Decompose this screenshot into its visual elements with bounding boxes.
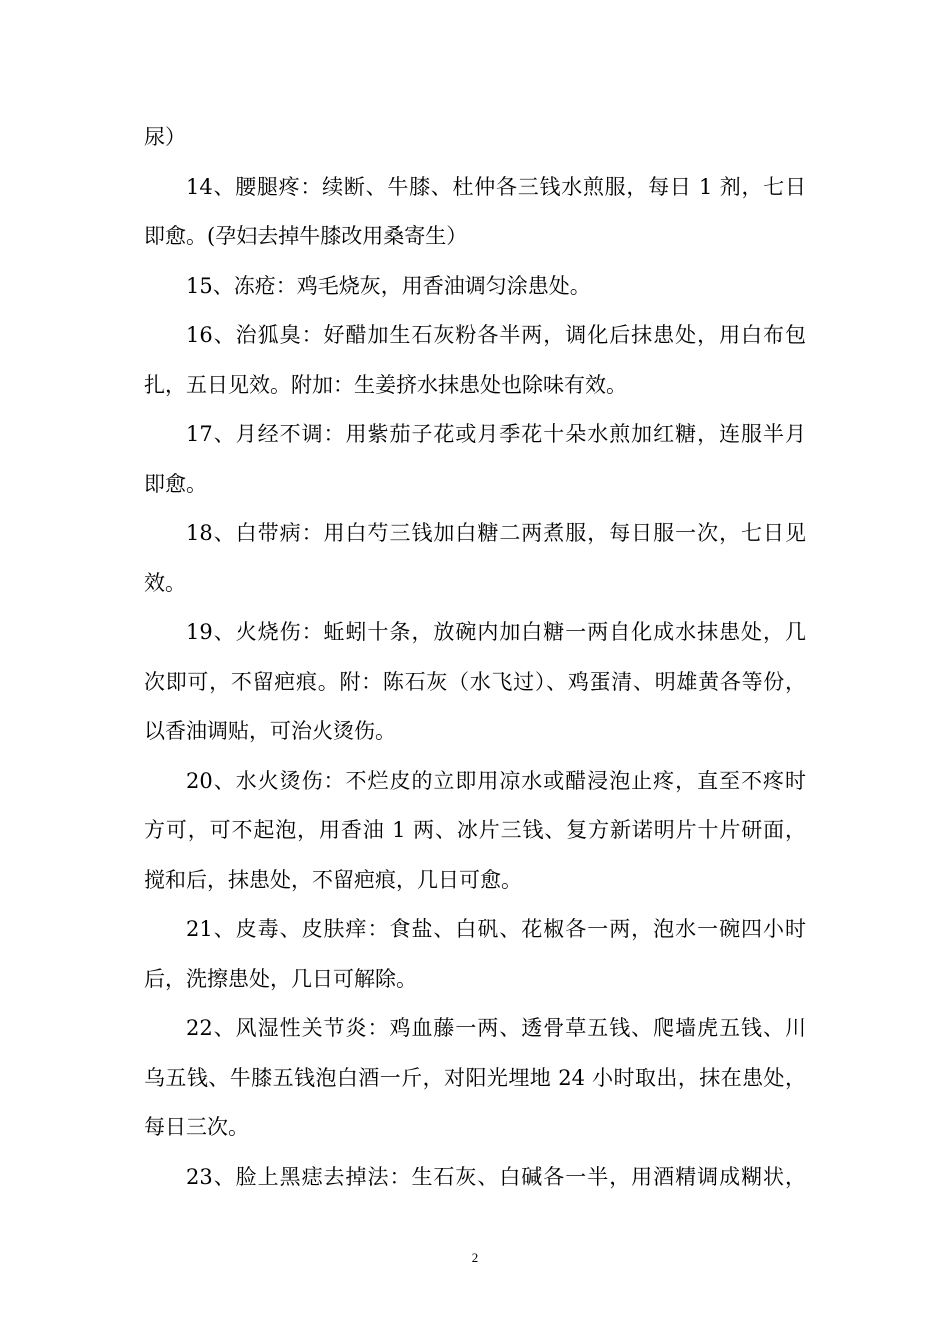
page-body: [144, 113, 806, 1202]
paragraph-20-line-3: 搅和后，抹患处，不留疤痕，几日可愈。: [144, 867, 522, 892]
paragraph-17-line-1: 17、月经不调：用紫茄子花或月季花十朵水煎加红糖，连服半月: [186, 422, 806, 446]
paragraph-14-line-1: 14、腰腿疼：续断、牛膝、杜仲各三钱水煎服，每日 1 剂，七日: [186, 174, 806, 199]
paragraph-19-line-3: 以香油调贴，可治火烫伤。: [144, 719, 396, 743]
paragraph-16-line-2: 扎，五日见效。附加：生姜挤水抹患处也除味有效。: [144, 372, 627, 397]
paragraph-15-line-1: 15、冻疮：鸡毛烧灰，用香油调匀涂患处。: [186, 273, 591, 298]
paragraph-21-line-1: 21、皮毒、皮肤痒：食盐、白矾、花椒各一两，泡水一碗四小时: [186, 917, 806, 941]
page-number: 2: [471, 1250, 479, 1265]
paragraph-18-line-2: 效。: [144, 570, 186, 595]
paragraph-14-line-2: 即愈。(孕妇去掉牛膝改用桑寄生）: [144, 224, 468, 248]
paragraph-17-line-2: 即愈。: [144, 471, 207, 496]
paragraph-13-line-2: 尿）: [144, 125, 186, 149]
paragraph-21-line-2: 后，洗擦患处，几日可解除。: [144, 966, 417, 991]
paragraph-16-line-1: 16、治狐臭：好醋加生石灰粉各半两，调化后抹患处，用白布包: [186, 323, 806, 347]
paragraph-23-line-1: 23、脸上黑痣去掉法：生石灰、白碱各一半，用酒精调成糊状，: [186, 1164, 806, 1189]
paragraph-20-line-2: 方可，可不起泡，用香油 1 两、冰片三钱、复方新诺明片十片研面，: [144, 818, 806, 842]
paragraph-22-line-3: 每日三次。: [144, 1115, 249, 1139]
paragraph-19-line-2: 次即可，不留疤痕。附：陈石灰（水飞过）、鸡蛋清、明雄黄各等份，: [144, 669, 806, 694]
paragraph-20-line-1: 20、水火烫伤：不烂皮的立即用凉水或醋浸泡止疼，直至不疼时: [186, 768, 806, 793]
paragraph-19-line-1: 19、火烧伤：蚯蚓十条，放碗内加白糖一两自化成水抹患处，几: [186, 620, 806, 644]
paragraph-18-line-1: 18、白带病：用白芍三钱加白糖二两煮服，每日服一次，七日见: [186, 521, 806, 545]
paragraph-22-line-1: 22、风湿性关节炎：鸡血藤一两、透骨草五钱、爬墙虎五钱、川: [186, 1016, 806, 1040]
paragraph-22-line-2: 乌五钱、牛膝五钱泡白酒一斤，对阳光埋地 24 小时取出，抹在患处，: [144, 1065, 806, 1090]
